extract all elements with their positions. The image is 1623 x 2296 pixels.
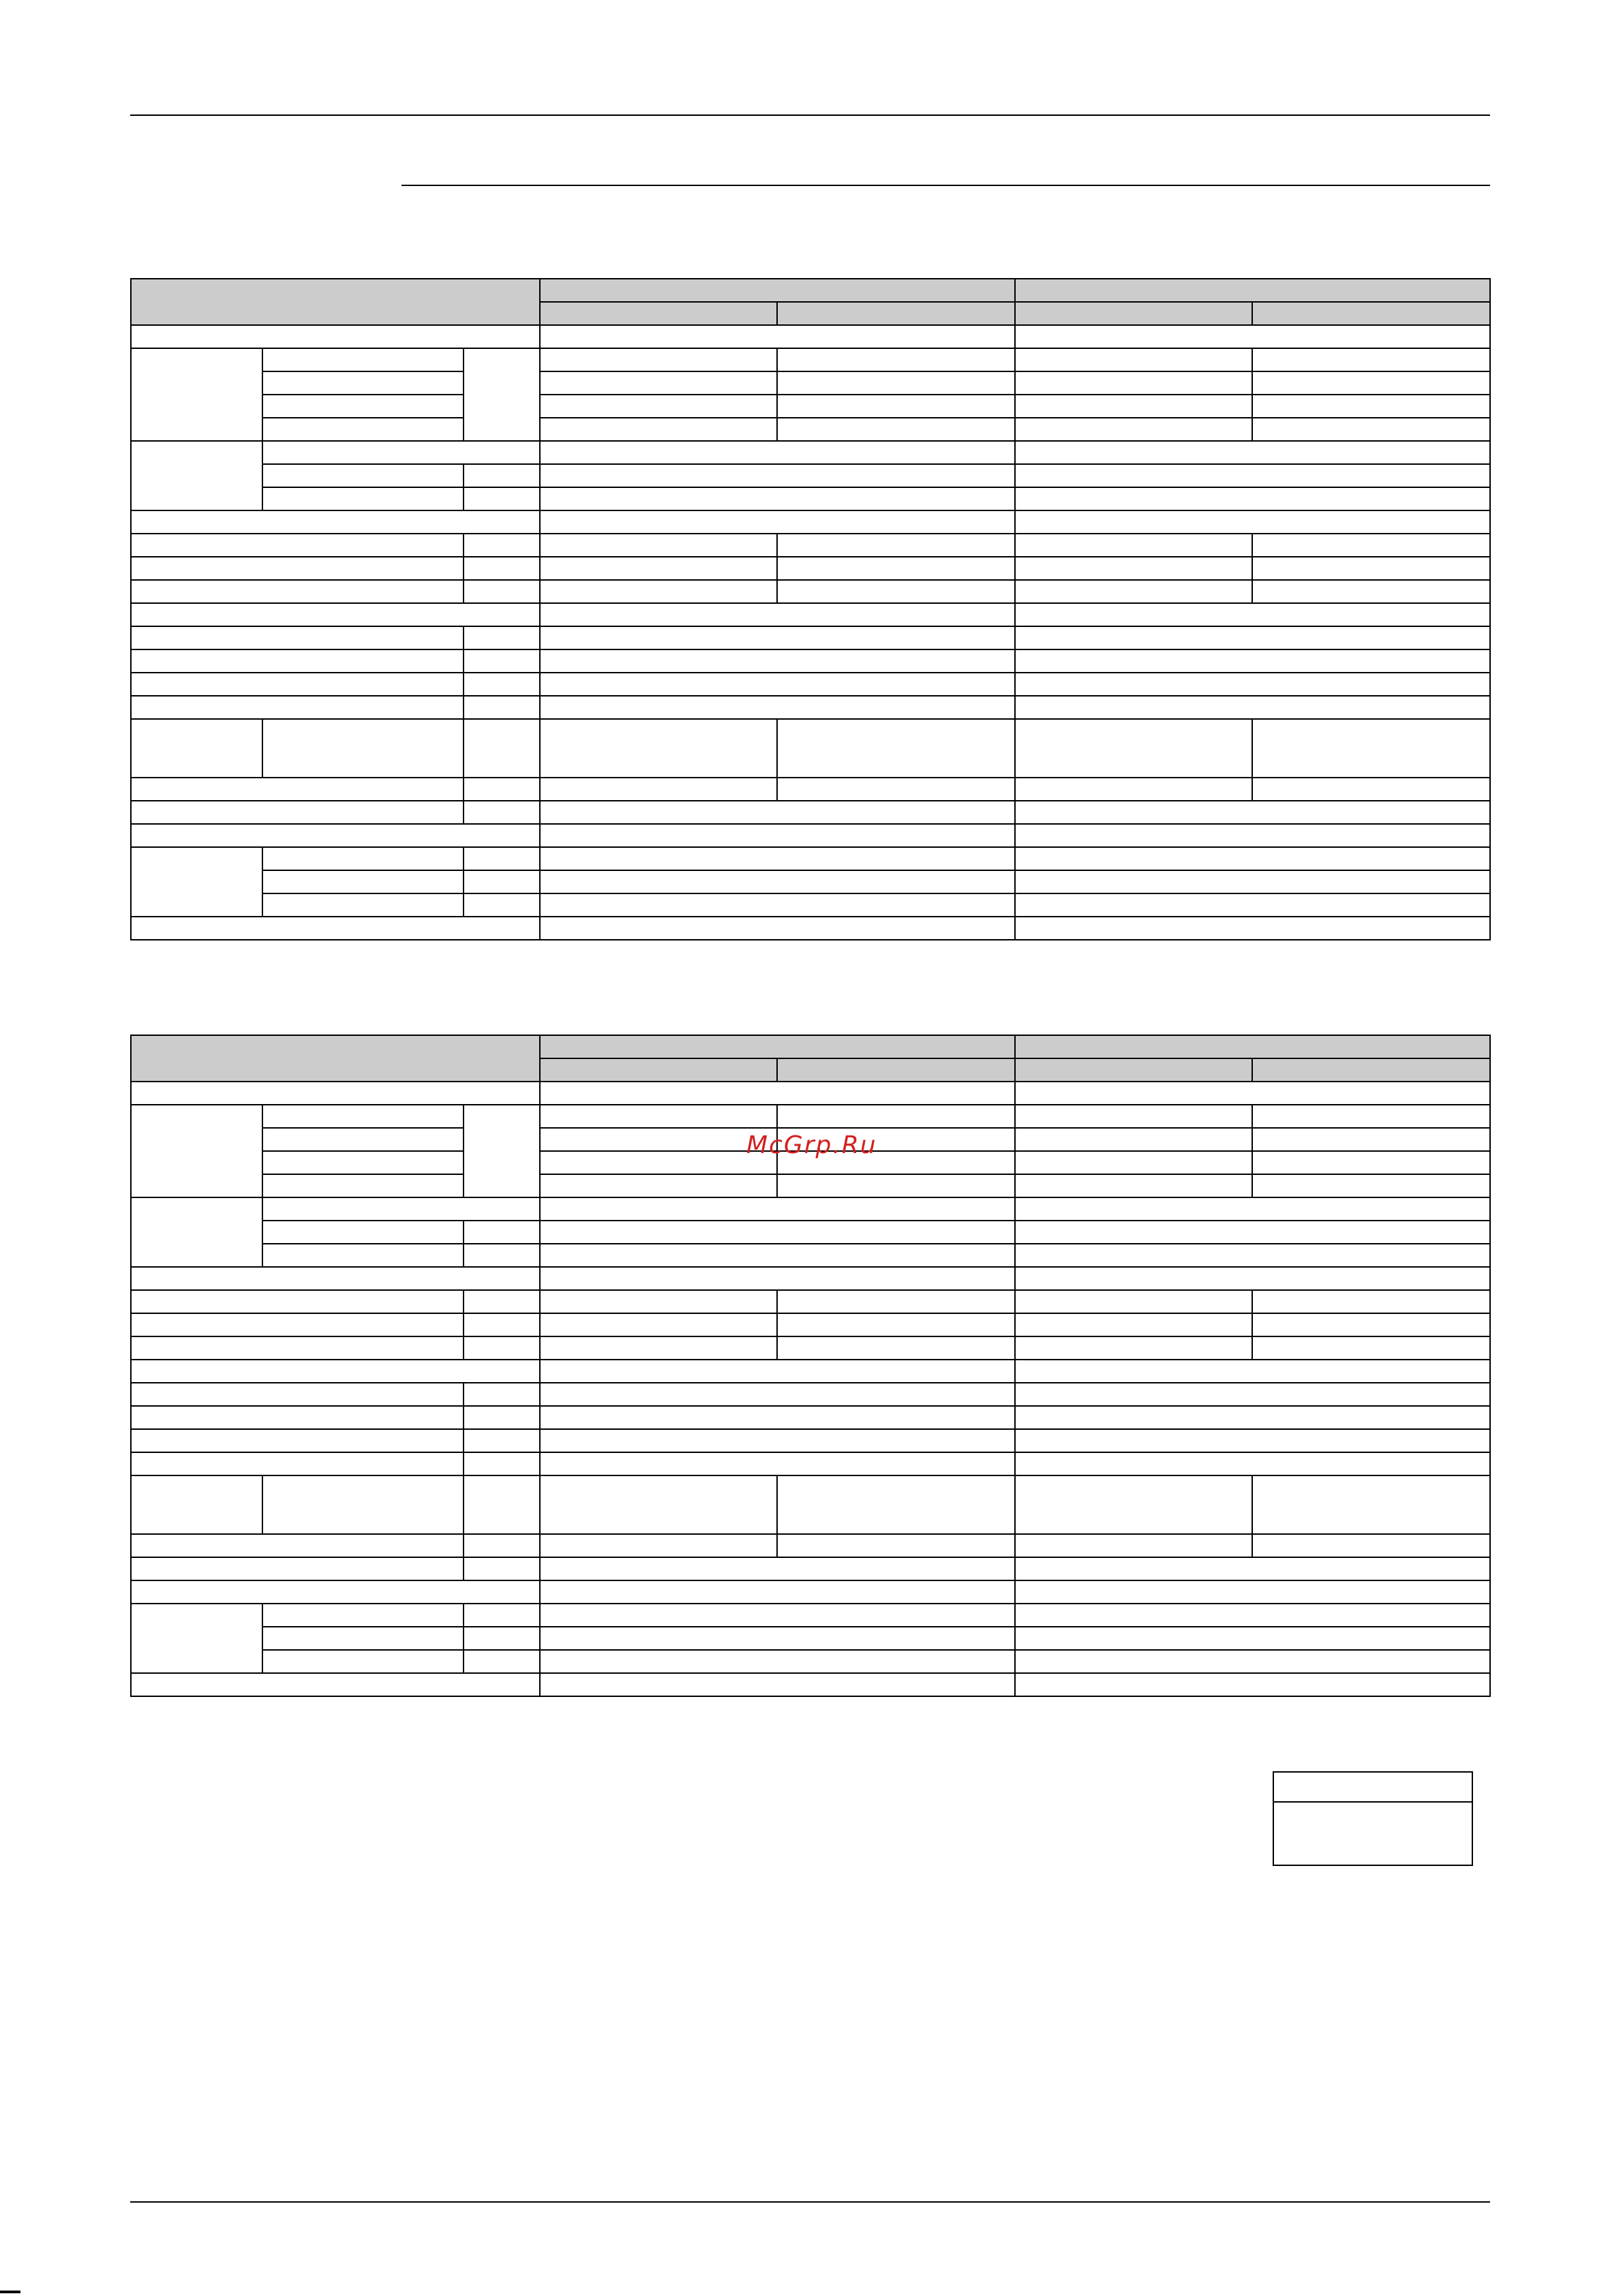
table-row [131, 1580, 1490, 1604]
table-row [131, 824, 1490, 847]
table-row [131, 1557, 1490, 1580]
table-row [131, 603, 1490, 626]
table-row [131, 1406, 1490, 1429]
mode-header [1015, 302, 1253, 325]
table-row [131, 510, 1490, 534]
table-row [131, 1534, 1490, 1557]
mode-header [540, 1058, 778, 1082]
model-group-header [540, 279, 1015, 302]
table-row [131, 1174, 1490, 1197]
footer-rule [130, 2201, 1490, 2203]
table-row [131, 1627, 1490, 1650]
table-row [131, 371, 1490, 395]
mode-header [777, 1058, 1015, 1082]
mode-header [1252, 302, 1490, 325]
table-row [131, 418, 1490, 441]
mode-header [1015, 1058, 1253, 1082]
table-row [131, 580, 1490, 603]
table-row [131, 325, 1490, 348]
table-row [131, 1452, 1490, 1475]
scan-edge-mark [0, 2284, 89, 2296]
table-row [131, 1290, 1490, 1313]
header-corner-cell [131, 1035, 540, 1082]
table-row [131, 1673, 1490, 1696]
table-row [131, 1429, 1490, 1452]
table-row [131, 464, 1490, 487]
table-row [131, 696, 1490, 719]
table-row [131, 893, 1490, 917]
model-group-header [1015, 279, 1490, 302]
header-rule [130, 114, 1490, 116]
table-row [131, 1360, 1490, 1383]
table-row [131, 1383, 1490, 1406]
mode-header [777, 302, 1015, 325]
table-row [131, 1221, 1490, 1244]
table-row [131, 1475, 1490, 1534]
table-row [131, 487, 1490, 510]
note-box-divider [1274, 1801, 1472, 1803]
table-row [131, 1105, 1490, 1128]
table-row [131, 719, 1490, 778]
table-row [131, 395, 1490, 418]
title-underline [401, 185, 1490, 186]
table-row [131, 534, 1490, 557]
table-row [131, 441, 1490, 464]
table-row [131, 1082, 1490, 1105]
table-row [131, 649, 1490, 673]
model-group-header [540, 1035, 1015, 1058]
mode-header [540, 302, 778, 325]
table-row [131, 917, 1490, 940]
table-row [131, 1313, 1490, 1336]
table-row [131, 1604, 1490, 1627]
watermark-text: McGrp.Ru [746, 1131, 877, 1159]
header-corner-cell [131, 279, 540, 325]
note-box [1273, 1771, 1473, 1866]
table-row [131, 1267, 1490, 1290]
table-row [131, 1650, 1490, 1673]
table-row [131, 778, 1490, 801]
mode-header [1252, 1058, 1490, 1082]
table-row [131, 870, 1490, 893]
spec-table-1 [130, 278, 1491, 940]
table-row [131, 348, 1490, 371]
table-row [131, 1244, 1490, 1267]
table-row [131, 1197, 1490, 1221]
table-row [131, 801, 1490, 824]
table-row [131, 673, 1490, 696]
table-row [131, 626, 1490, 649]
table-row [131, 557, 1490, 580]
model-group-header [1015, 1035, 1490, 1058]
table-row [131, 1336, 1490, 1360]
table-row [131, 847, 1490, 870]
